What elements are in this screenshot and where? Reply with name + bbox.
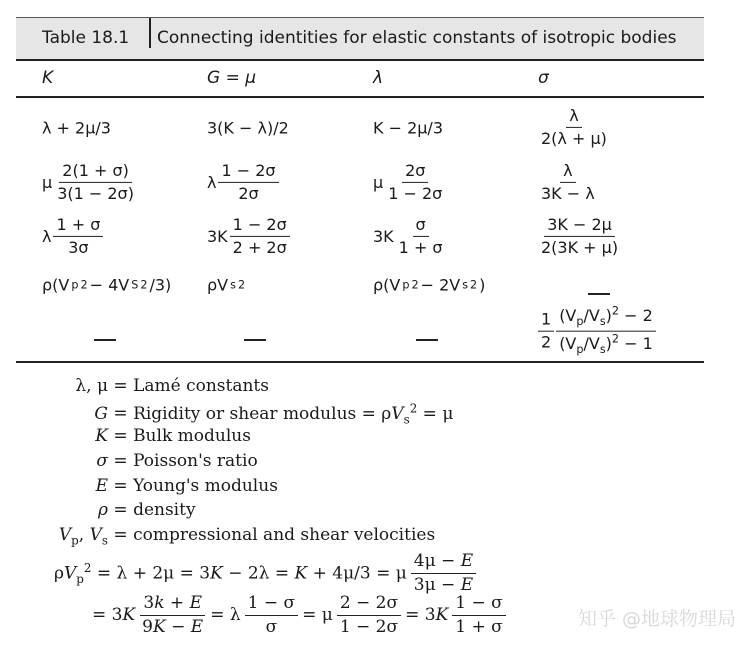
col-head-sigma: σ [538, 68, 549, 88]
def-k: K = Bulk modulus [95, 426, 251, 446]
col-head-lambda: λ [373, 68, 384, 88]
def-rho: ρ = density [98, 500, 196, 520]
rule-bottom [16, 361, 704, 363]
def-g: G = Rigidity or shear modulus = $\rho V_s^2 = \mu$ [94, 401, 454, 427]
equation-line-2: = 3K $\frac{3k + E}{9K - E}$ = λ $\frac{1 - \sigma}{\sigma}$ = μ $\frac{2 - 2\sigma}{1 - 2\sigma}$ = 3K $\frac{1 - \sigma}{1 + \sigma}$ [92, 594, 506, 636]
watermark: 知乎 @地球物理局 [577, 608, 736, 630]
table-title: Connecting identities for elastic constants of isotropic bodies [157, 28, 677, 48]
caption-divider [149, 18, 151, 48]
table-label: Table 18.1 [42, 28, 130, 48]
table-caption [16, 17, 704, 59]
def-lame: λ, μ = Lamé constants [75, 376, 269, 396]
rule-top [16, 59, 704, 61]
def-e: E = Young's modulus [95, 476, 278, 496]
equation-line-1: $\rho V_p^2 = \lambda + 2\mu = 3K - 2\lambda = K + 4\mu/3 = \mu$ $\frac{4\mu - E}{3\mu - E}$ [54, 552, 476, 594]
col-head-k: K [42, 68, 54, 88]
def-velocities: $V_p$, $V_s$ = compressional and shear velocities [58, 525, 436, 548]
def-sigma: σ = Poisson's ratio [96, 451, 258, 471]
col-head-g: G = μ [207, 68, 257, 88]
rule-head [16, 96, 704, 98]
